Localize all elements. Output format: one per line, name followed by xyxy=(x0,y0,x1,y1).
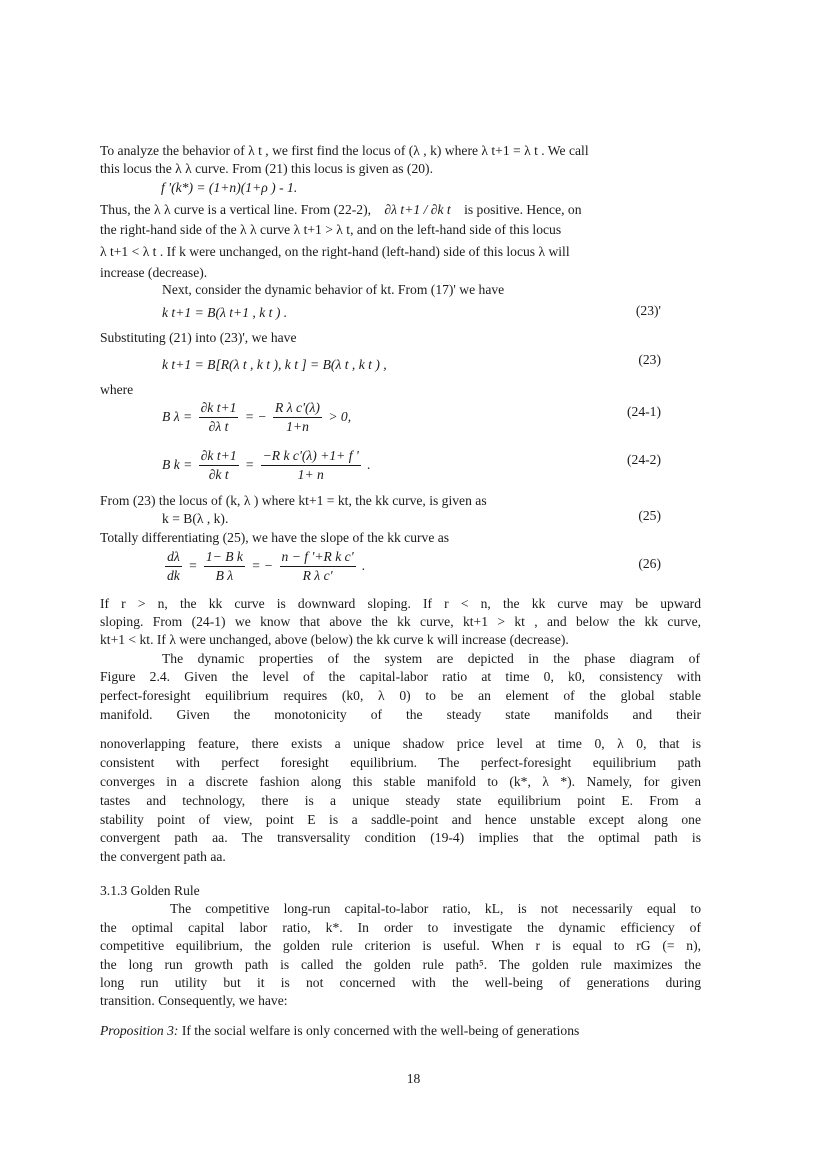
fraction xyxy=(165,548,182,585)
equation-number: (23)' xyxy=(635,303,661,318)
numerator: ∂k t+1 xyxy=(199,399,239,418)
text-line: perfect-foresight equilibrium requires (k0, λ 0) to be an element of the global stable xyxy=(100,688,701,703)
fraction xyxy=(199,399,239,436)
denominator: ∂k t xyxy=(208,467,229,483)
eq-tail: > 0, xyxy=(328,409,352,424)
text-line: where xyxy=(100,382,134,397)
eq-lhs: B λ = xyxy=(162,409,193,424)
text-line: If r > n, the kk curve is downward sloping. If r < n, the kk curve may be upward xyxy=(100,596,701,611)
text-line: Substituting (21) into (23)', we have xyxy=(100,330,297,345)
eq-operator: = xyxy=(245,457,255,472)
fraction xyxy=(199,447,239,484)
equation-20: f '(k*) = (1+n)(1+ρ ) - 1. xyxy=(161,180,298,195)
text-line: λ t+1 < λ t . If k were unchanged, on the right-hand (left-hand) side of this locus λ will xyxy=(100,244,570,259)
text-line: consistent with perfect foresight equilibrium. The perfect-foresight equilibrium path xyxy=(100,755,701,770)
text-line: To analyze the behavior of λ t , we first find the locus of (λ , k) where λ t+1 = λ t . We call xyxy=(100,143,589,158)
text-line: the right-hand side of the λ λ curve λ t+1 > λ t, and on the left-hand side of this locus xyxy=(100,222,562,237)
text-line: increase (decrease). xyxy=(100,265,208,280)
proposition-text: If the social welfare is only concerned with the well-being of generations xyxy=(181,1023,580,1038)
text-line: kt+1 < kt. If λ were unchanged, above (below) the kk curve k will increase (decrease). xyxy=(100,632,569,647)
equation-24-1 xyxy=(162,398,351,436)
text-line: tastes and technology, there is a unique steady state equilibrium point E. From a xyxy=(100,793,701,808)
equation-number: (23) xyxy=(638,352,661,367)
text-line: stability point of view, point E is a saddle-point and hence unstable except along one xyxy=(100,812,701,827)
equation-23-prime: k t+1 = B(λ t+1 , k t ) . xyxy=(162,305,288,320)
equation-number: (24-2) xyxy=(627,452,661,467)
denominator: R λ c' xyxy=(302,568,333,584)
text-line: sloping. From (24-1) we know that above the kk curve, kt+1 > kt , and below the kk curve, xyxy=(100,614,701,629)
fraction xyxy=(204,548,245,585)
text-line: the convergent path aa. xyxy=(100,849,226,864)
numerator: n − f '+R k c' xyxy=(280,548,356,567)
text-line: competitive equilibrium, the golden rule criterion is useful. When r is equal to rG (= n), xyxy=(100,938,701,953)
denominator: B λ xyxy=(215,568,234,584)
text-segment: is positive. Hence, on xyxy=(464,202,582,217)
eq-operator: = − xyxy=(251,558,274,573)
text-line: this locus the λ λ curve. From (21) this locus is given as (20). xyxy=(100,161,433,176)
numerator: ∂k t+1 xyxy=(199,447,239,466)
equation-number: (26) xyxy=(638,556,661,571)
page-number: 18 xyxy=(406,1071,421,1086)
text-line: Totally differentiating (25), we have the slope of the kk curve as xyxy=(100,530,450,545)
eq-operator: = xyxy=(188,558,198,573)
numerator: R λ c'(λ) xyxy=(273,399,322,418)
eq-tail: . xyxy=(367,457,371,472)
fraction xyxy=(280,548,356,585)
text-line: the long run growth path is called the golden rule path⁵. The golden rule maximizes the xyxy=(100,957,701,972)
proposition-line xyxy=(100,1023,579,1039)
section-heading: 3.1.3 Golden Rule xyxy=(100,883,200,898)
text-line: manifold. Given the monotonicity of the steady state manifolds and their xyxy=(100,707,701,722)
denominator: 1+ n xyxy=(297,467,324,483)
equation-25: k = B(λ , k). xyxy=(162,511,229,526)
text-line: converges in a discrete fashion along this stable manifold to (k*, λ *). Namely, for given xyxy=(100,774,701,789)
text-line xyxy=(100,202,582,218)
text-line: the optimal capital labor ratio, k*. In order to investigate the dynamic efficiency of xyxy=(100,920,701,935)
eq-operator: = − xyxy=(244,409,267,424)
text-line: Next, consider the dynamic behavior of kt. From (17)' we have xyxy=(162,282,505,297)
denominator: ∂λ t xyxy=(208,419,229,435)
equation-number: (24-1) xyxy=(627,404,661,419)
text-line: transition. Consequently, we have: xyxy=(100,993,288,1008)
fraction xyxy=(273,399,322,436)
numerator: 1− B k xyxy=(204,548,245,567)
text-segment: Thus, the λ λ curve is a vertical line. From (22-2), xyxy=(100,202,372,217)
equation-23: k t+1 = B[R(λ t , k t ), k t ] = B(λ t , k t ) , xyxy=(162,357,387,372)
eq-lhs: B k = xyxy=(162,457,193,472)
text-line: convergent path aa. The transversality condition (19-4) implies that the optimal path is xyxy=(100,830,701,845)
text-line: long run utility but it is not concerned with the well-being of generations during xyxy=(100,975,701,990)
equation-24-2 xyxy=(162,446,371,484)
partial-derivative: ∂λ t+1 / ∂k t xyxy=(384,202,451,217)
fraction xyxy=(261,447,361,484)
equation-26 xyxy=(162,547,365,585)
text-line: From (23) the locus of (k, λ ) where kt+1 = kt, the kk curve, is given as xyxy=(100,493,487,508)
denominator: 1+n xyxy=(286,419,309,435)
equation-number: (25) xyxy=(638,508,661,523)
text-line: The dynamic properties of the system are depicted in the phase diagram of xyxy=(162,651,700,666)
proposition-label: Proposition 3: xyxy=(100,1023,179,1038)
denominator: dk xyxy=(167,568,180,584)
text-line: nonoverlapping feature, there exists a unique shadow price level at time 0, λ 0, that is xyxy=(100,736,701,751)
numerator: dλ xyxy=(165,548,182,567)
text-line: The competitive long-run capital-to-labor ratio, kL, is not necessarily equal to xyxy=(170,901,701,916)
text-line: Figure 2.4. Given the level of the capital-labor ratio at time 0, k0, consistency with xyxy=(100,669,701,684)
numerator: −R k c'(λ) +1+ f ' xyxy=(261,447,361,466)
eq-tail: . xyxy=(362,558,366,573)
